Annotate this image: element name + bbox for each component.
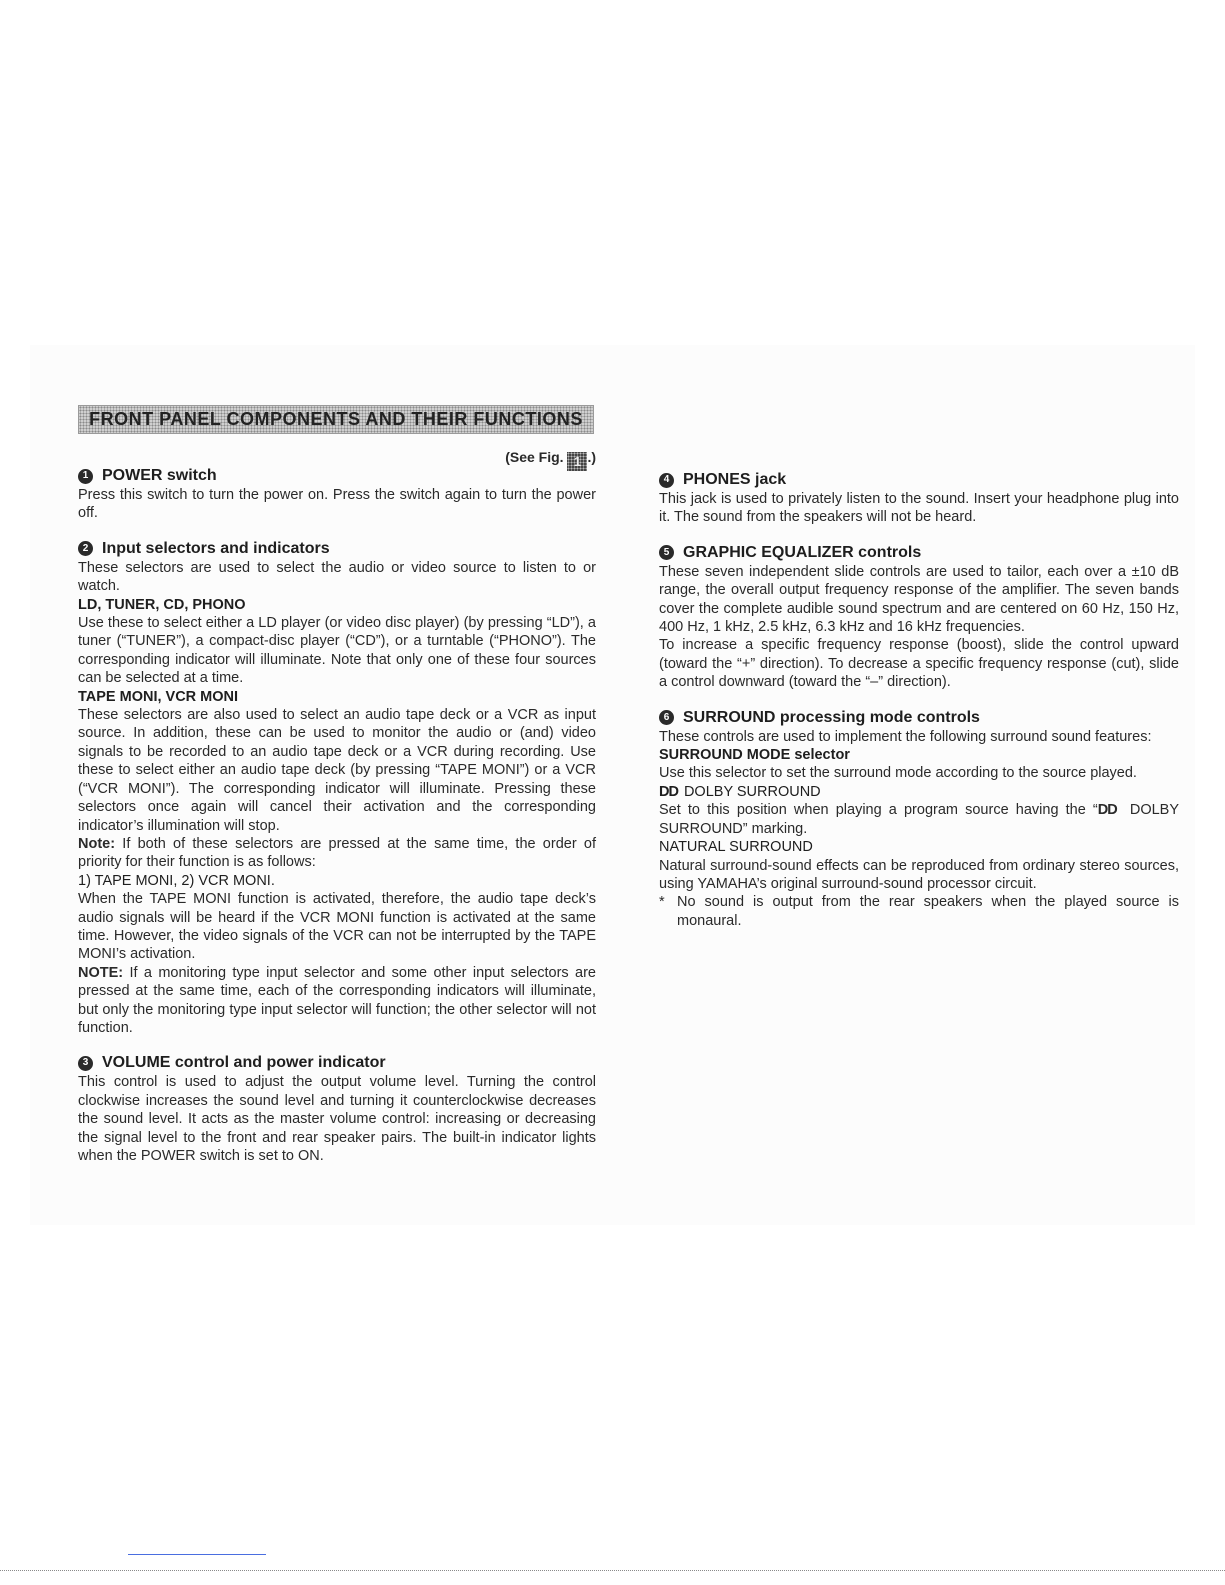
surround-mode-subheading: SURROUND MODE selector <box>659 747 850 764</box>
natural-surround-body: Natural surround-sound effects can be reproduced from ordinary stereo sources, using YAMAHA’s original surround-sound processor circuit. <box>659 857 1179 892</box>
bottom-dotted-rule <box>0 1570 1225 1571</box>
figure-reference-prefix: (See Fig. <box>505 449 564 465</box>
section-1-title: POWER switch <box>102 467 217 484</box>
section-banner-text: FRONT PANEL COMPONENTS AND THEIR FUNCTIONS <box>89 409 583 429</box>
section-3-heading <box>78 1053 596 1073</box>
note-monitoring-text: If a monitoring type input selector and some other input selectors are pressed at the same time, each of the corresponding indicators will illuminate, but only the monitoring type input selector will function; the other selector will not function. <box>78 964 596 1036</box>
section-5-body: These seven independent slide controls are used to tailor, each over a ±10 dB range, the overall output frequency response of the amplifier. The seven bands cover the complete audible sound spectrum and are centered on 60 Hz, 150 Hz, 400 Hz, 1 kHz, 2.5 kHz, 6.3 kHz and 16 kHz frequencies. <box>659 563 1179 636</box>
figure-reference-suffix: .) <box>587 449 596 465</box>
footnote-marker: * <box>659 894 665 911</box>
footnote <box>659 893 1179 930</box>
number-5-icon: 5 <box>659 545 674 560</box>
figure-number: 1 <box>573 454 582 469</box>
note-label-caps: NOTE: <box>78 964 124 981</box>
natural-surround-title: NATURAL SURROUND <box>659 839 813 856</box>
section-banner <box>78 405 594 434</box>
bottom-underline <box>128 1554 266 1555</box>
note-label: Note: <box>78 835 116 852</box>
section-4-title: PHONES jack <box>683 471 787 488</box>
dolby-surround-title: DOLBY SURROUND <box>683 783 821 800</box>
input-sources-subheading: LD, TUNER, CD, PHONO <box>78 596 246 613</box>
number-2-icon: 2 <box>78 541 93 556</box>
figure-reference <box>78 448 596 469</box>
note-monitoring <box>78 964 596 1038</box>
priority-order: 1) TAPE MONI, 2) VCR MONI. <box>78 872 275 889</box>
section-4-heading <box>659 470 1179 490</box>
left-column <box>78 405 596 1165</box>
section-5-body-boost-cut: To increase a specific frequency response (boost), slide the control upward (toward the “+” direction). To decrease a specific frequency response (cut), slide a control downward (toward the “–” direction). <box>659 637 1179 691</box>
surround-mode-body: Use this selector to set the surround mode according to the source played. <box>659 765 1137 782</box>
number-3-icon: 3 <box>78 1056 93 1071</box>
dolby-logo-inline-icon: DD <box>1097 802 1117 819</box>
section-4-body: This jack is used to privately listen to the sound. Insert your headphone plug into it. The sound from the speakers will not be heard. <box>659 491 1179 526</box>
dolby-body-post: DOLBY SURROUND” marking. <box>659 802 1180 837</box>
section-2-title: Input selectors and indicators <box>102 539 330 557</box>
figure-number-icon <box>567 452 587 471</box>
dolby-surround-heading <box>659 783 1179 801</box>
dolby-logo-icon: DD <box>659 783 678 800</box>
right-column <box>659 470 1179 930</box>
monitor-selectors-body: These selectors are also used to select an audio tape deck or a VCR as input source. In addition, these can be used to monitor the audio or (and) video signals to be recorded to an audio tape deck or a VCR during recording. Use these to select either an audio tape deck (by pressing “TAPE MONI”) or a VCR (“VCR MONI”). The corresponding indicator will illuminate. Pressing these selectors once again will cancel their activation and the corresponding indicator’s illumination will stop. <box>78 707 596 834</box>
input-sources-body: Use these to select either a LD player (or video disc player) (by pressing “LD”), a tuner (“TUNER”), a compact-disc player (“CD”), or a turntable (“PHONO”). The corresponding indicator will illuminate. Note that only one of these four sources can be selected at a time. <box>78 615 596 687</box>
section-2-heading <box>78 539 596 559</box>
number-4-icon: 4 <box>659 473 674 488</box>
footnote-body: No sound is output from the rear speakers when the played source is monaural. <box>677 894 1179 929</box>
note-priority-text: If both of these selectors are pressed at the same time, the order of priority for their function is as follows: <box>78 835 596 871</box>
section-1-body: Press this switch to turn the power on. Press the switch again to turn the power off. <box>78 487 596 522</box>
priority-body: When the TAPE MONI function is activated, therefore, the audio tape deck’s audio signals will be heard if the VCR MONI function is activated at the same time. However, the video signals of the VCR can not be interrupted by the TAPE MONI’s activation. <box>78 891 596 963</box>
section-6-title: SURROUND processing mode controls <box>683 708 980 726</box>
note-priority <box>78 835 596 872</box>
section-2-intro: These selectors are used to select the audio or video source to listen to or watch. <box>78 559 596 595</box>
dolby-body-pre: Set to this position when playing a program source having the “ <box>659 802 1098 819</box>
section-6-intro: These controls are used to implement the following surround sound features: <box>659 728 1152 745</box>
section-3-title: VOLUME control and power indicator <box>102 1054 386 1072</box>
dolby-surround-body <box>659 801 1179 838</box>
number-1-icon: 1 <box>78 469 93 484</box>
section-5-heading <box>659 543 1179 563</box>
section-5-title: GRAPHIC EQUALIZER controls <box>683 543 922 561</box>
section-6-heading <box>659 708 1179 728</box>
section-1-heading <box>78 466 596 486</box>
monitor-selectors-subheading: TAPE MONI, VCR MONI <box>78 688 239 705</box>
number-6-icon: 6 <box>659 710 674 725</box>
section-3-body: This control is used to adjust the output volume level. Turning the control clockwise increases the sound level and turning it counterclockwise decreases the sound level. It acts as the master volume control: increasing or decreasing the signal level to the front and rear speaker pairs. The built-in indicator lights when the POWER switch is set to ON. <box>78 1074 596 1164</box>
